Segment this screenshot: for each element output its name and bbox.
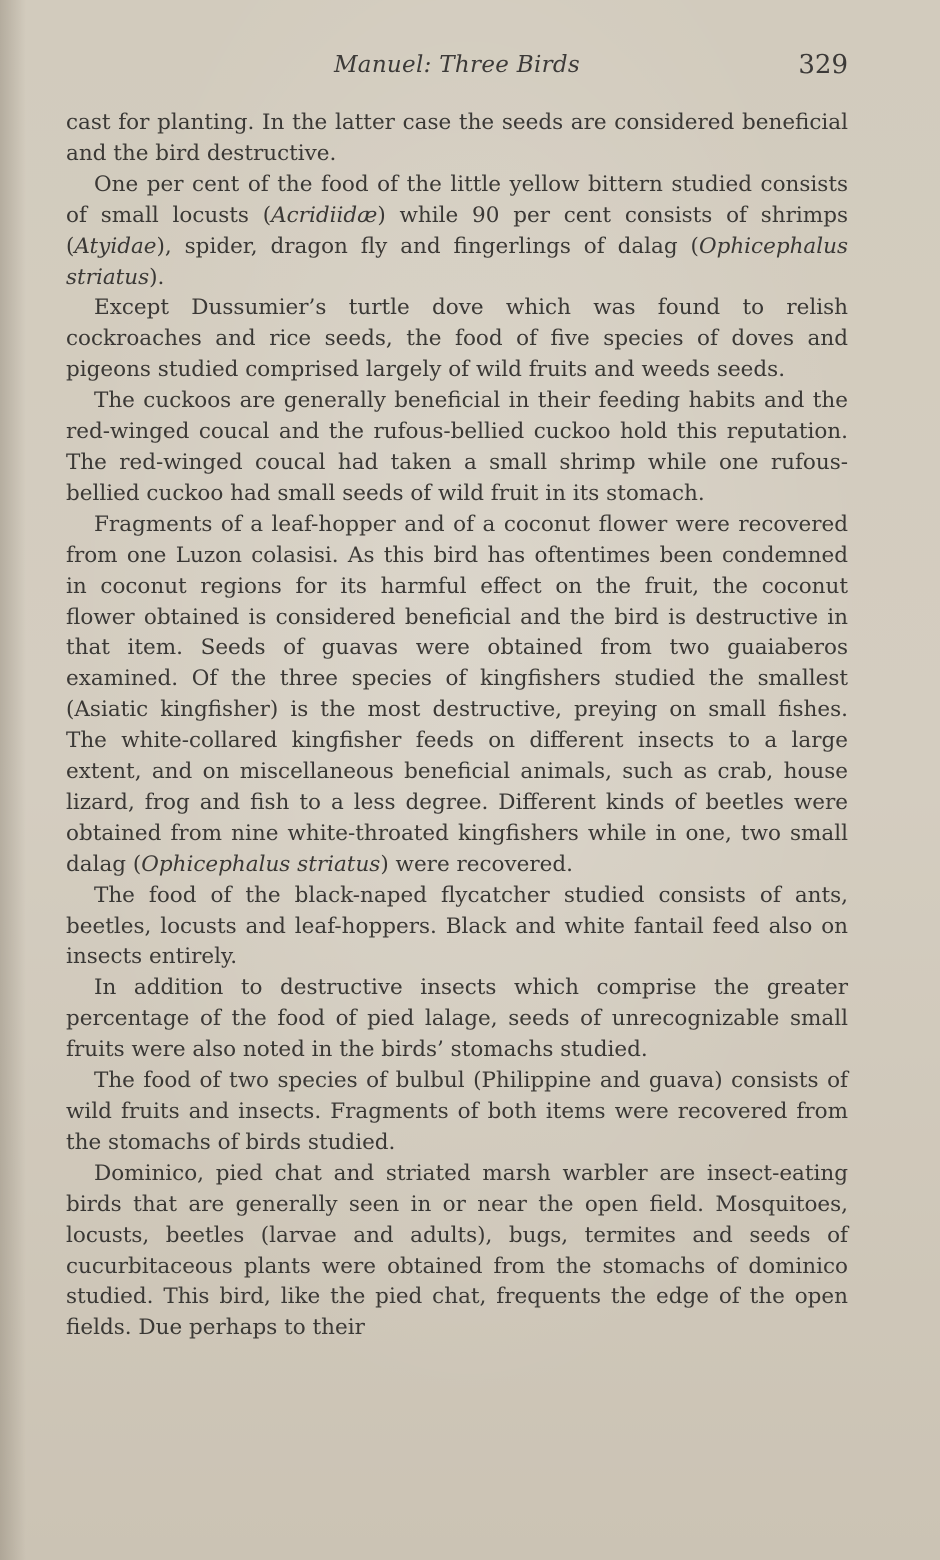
body-text (66, 108, 848, 1344)
scientific-name: Ophicephalus striatus (141, 851, 381, 877)
scientific-name: Acridiidæ (271, 202, 378, 228)
paragraph: Except Dussumier’s turtle dove which was found to relish cockroaches and rice seeds, the food of five species of doves and pigeons studied comprised largely of wild fruits and weeds seeds. (66, 295, 848, 383)
scientific-name: Atyidae (74, 233, 157, 259)
paragraph-text: One per cent of the food of the little yellow bittern studied consists of small locusts ( (66, 171, 848, 228)
paragraph-text: Fragments of a leaf-hopper and of a coconut flower were recovered from one Luzon colasisi. As this bird has oftentimes been condemned in coconut regions for its harmful effect on the fruit, the coconut flower obtained is considered beneficial and the bird is destructive in that item. Seeds of guavas were obtained from two guaiaberos examined. Of the three species of kingfishers studied the smallest (Asiatic kingfisher) is the most destructive, preying on small fishes. The white-collared kingfisher feeds on different insects to a large extent, and on miscellaneous beneficial animals, such as crab, house lizard, frog and fish to a less degree. Different kinds of beetles were obtained from nine white-throated kingfishers while in one, two small dalag ( (66, 511, 848, 877)
running-head: Manuel: Three Birds (333, 52, 581, 78)
paragraph (66, 170, 848, 294)
page-number: 329 (798, 50, 848, 80)
paragraph-text: ), spider, dragon fly and fingerlings of dalag ( (156, 233, 699, 259)
scientific-name: Ophicephalus striatus (66, 233, 848, 290)
paragraph-text: ) while 90 per cent consists of shrimps ( (66, 202, 848, 259)
paragraph: The cuckoos are generally beneficial in their feeding habits and the red-winged coucal and the rufous-bellied cuckoo hold this reputation. The red-winged coucal had taken a small shrimp while one rufous-bellied cuckoo had small seeds of wild fruit in its stomach. (66, 388, 848, 506)
page-header (66, 52, 848, 86)
paragraph: In addition to destructive insects which comprise the greater percentage of the food of pied lalage, seeds of unrecognizable small fruits were also noted in the birds’ stomachs studied. (66, 975, 848, 1063)
paragraph: The food of two species of bulbul (Philippine and guava) consists of wild fruits and insects. Fragments of both items were recovered from the stomachs of birds studied. (66, 1068, 848, 1155)
paragraph-text: ) were recovered. (380, 851, 573, 877)
page-edge-shadow (0, 0, 26, 1560)
paragraph-text: ). (149, 264, 165, 290)
paragraph: The food of the black-naped flycatcher studied consists of ants, beetles, locusts and leaf-hoppers. Black and white fantail feed also on insects entirely. (66, 882, 848, 970)
paragraph: Dominico, pied chat and striated marsh warbler are insect-eating birds that are generally seen in or near the open field. Mosquitoes, locusts, beetles (larvae and adults), bugs, termites and seeds of cucurbitaceous plants were obtained from the stomachs of dominico studied. This bird, like the pied chat, frequents the edge of the open fields. Due perhaps to their (66, 1160, 848, 1341)
paragraph: cast for planting. In the latter case the seeds are considered beneficial and the bird destructive. (66, 110, 848, 166)
paragraph (66, 510, 848, 881)
